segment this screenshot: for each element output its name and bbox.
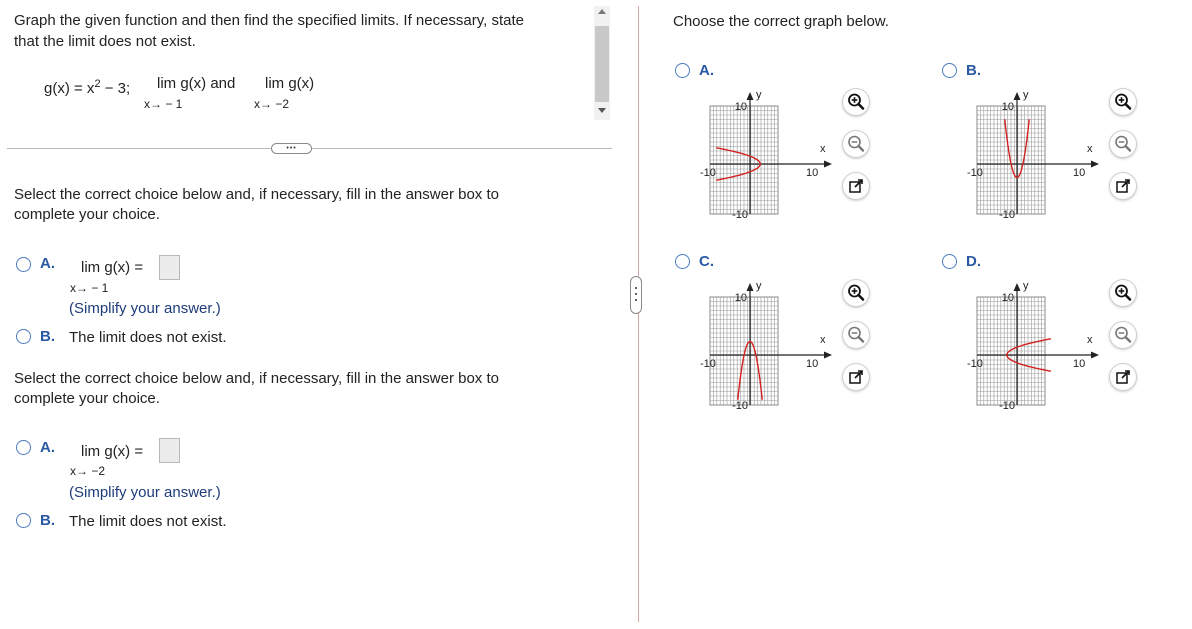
graph-a-y-max-tick: 10	[734, 101, 747, 113]
part1-choice-b-text: The limit does not exist.	[69, 329, 227, 346]
limit-2-subscript: x→ −2	[254, 97, 290, 111]
part2-choice-b-letter: B.	[40, 512, 55, 529]
graph-a-zoom-out-button[interactable]	[843, 131, 869, 157]
graph-a-x-min-tick: -10	[700, 167, 716, 179]
graph-choice-a-radio[interactable]	[675, 63, 690, 78]
zoom-in-icon	[1110, 89, 1136, 115]
graph-a-x-label: x	[820, 143, 826, 155]
part1-simplify-hint: (Simplify your answer.)	[69, 300, 221, 317]
limit-1-subscript: x→ − 1	[144, 97, 183, 111]
graph-c-x-max-tick: 10	[806, 358, 819, 370]
graph-choice-d-letter: D.	[966, 253, 981, 270]
question-scrollbar[interactable]	[594, 6, 610, 120]
open-external-icon	[1110, 364, 1136, 390]
zoom-out-icon	[1110, 322, 1136, 348]
graph-c-open-external-button[interactable]	[843, 364, 869, 390]
graph-choice-d-radio[interactable]	[942, 254, 957, 269]
scroll-up-icon[interactable]	[598, 9, 606, 14]
graph-choice-c-letter: C.	[699, 253, 714, 270]
func-suffix: − 3;	[100, 80, 131, 97]
part2-choice-a-subscript: x→ −2	[70, 464, 106, 478]
scroll-thumb[interactable]	[595, 26, 609, 102]
part2-choice-a-letter: A.	[40, 439, 55, 456]
graph-b-x-max-tick: 10	[1073, 167, 1086, 179]
graph-c-zoom-in-button[interactable]	[843, 280, 869, 306]
graph-a-x-max-tick: 10	[806, 167, 819, 179]
graph-a[interactable]	[698, 86, 838, 220]
limit-1-label: lim g(x) and	[157, 75, 236, 92]
pane-resize-handle[interactable]	[630, 276, 642, 314]
part2-choice-a-radio[interactable]	[16, 440, 31, 455]
graph-c[interactable]	[698, 277, 838, 411]
graph-d-zoom-out-button[interactable]	[1110, 322, 1136, 348]
scroll-down-icon[interactable]	[598, 108, 606, 113]
zoom-in-icon	[843, 280, 869, 306]
part2-simplify-hint: (Simplify your answer.)	[69, 484, 221, 501]
graph-c-y-max-tick: 10	[734, 292, 747, 304]
part1-choice-a-letter: A.	[40, 255, 55, 272]
part2-choice-b-radio[interactable]	[16, 513, 31, 528]
graph-d-x-max-tick: 10	[1073, 358, 1086, 370]
zoom-out-icon	[843, 322, 869, 348]
function-definition	[44, 74, 130, 99]
graph-choice-b-letter: B.	[966, 62, 981, 79]
open-external-icon	[843, 173, 869, 199]
graph-d-zoom-in-button[interactable]	[1110, 280, 1136, 306]
open-external-icon	[1110, 173, 1136, 199]
graph-c-y-label: y	[756, 280, 762, 292]
instruction-line-1: Graph the given function and then find the specified limits. If necessary, state	[14, 12, 525, 29]
graph-d-x-label: x	[1087, 334, 1093, 346]
graph-b[interactable]	[965, 86, 1105, 220]
graph-d-y-min-tick: -10	[999, 400, 1015, 411]
graph-b-y-max-tick: 10	[1001, 101, 1014, 113]
part1-choice-a-subscript: x→ − 1	[70, 281, 109, 295]
part2-choice-a-limit: lim g(x) =	[81, 443, 144, 460]
instruction-line-2: that the limit does not exist.	[14, 33, 196, 50]
graph-c-y-min-tick: -10	[732, 400, 748, 411]
graph-choice-c-radio[interactable]	[675, 254, 690, 269]
graph-c-x-min-tick: -10	[700, 358, 716, 370]
zoom-in-icon	[1110, 280, 1136, 306]
graph-a-open-external-button[interactable]	[843, 173, 869, 199]
part1-prompt-line-2: complete your choice.	[14, 206, 160, 223]
graph-b-y-min-tick: -10	[999, 209, 1015, 220]
part1-choice-b-letter: B.	[40, 328, 55, 345]
part1-answer-box[interactable]	[159, 255, 180, 280]
graph-b-zoom-out-button[interactable]	[1110, 131, 1136, 157]
graph-b-open-external-button[interactable]	[1110, 173, 1136, 199]
zoom-in-icon	[843, 89, 869, 115]
part2-prompt-line-1: Select the correct choice below and, if necessary, fill in the answer box to	[14, 370, 499, 387]
graph-a-zoom-in-button[interactable]	[843, 89, 869, 115]
limit-2-label: lim g(x)	[265, 75, 315, 92]
part1-choice-b-radio[interactable]	[16, 329, 31, 344]
graph-c-zoom-out-button[interactable]	[843, 322, 869, 348]
part2-choice-b-text: The limit does not exist.	[69, 513, 227, 530]
func-prefix: g(x) = x	[44, 80, 95, 97]
pane-splitter	[638, 6, 639, 622]
graph-choice-a-letter: A.	[699, 62, 714, 79]
graph-d-y-label: y	[1023, 280, 1029, 292]
expand-button[interactable]: •••	[271, 143, 312, 154]
open-external-icon	[843, 364, 869, 390]
part1-prompt-line-1: Select the correct choice below and, if necessary, fill in the answer box to	[14, 186, 499, 203]
graph-question: Choose the correct graph below.	[673, 13, 889, 30]
part1-choice-a-limit: lim g(x) =	[81, 259, 144, 276]
graph-d-x-min-tick: -10	[967, 358, 983, 370]
graph-c-x-label: x	[820, 334, 826, 346]
graph-d-open-external-button[interactable]	[1110, 364, 1136, 390]
graph-a-y-label: y	[756, 89, 762, 101]
part2-answer-box[interactable]	[159, 438, 180, 463]
graph-b-zoom-in-button[interactable]	[1110, 89, 1136, 115]
graph-b-x-min-tick: -10	[967, 167, 983, 179]
part2-prompt-line-2: complete your choice.	[14, 390, 160, 407]
zoom-out-icon	[1110, 131, 1136, 157]
graph-d-y-max-tick: 10	[1001, 292, 1014, 304]
graph-b-y-label: y	[1023, 89, 1029, 101]
graph-a-y-min-tick: -10	[732, 209, 748, 220]
zoom-out-icon	[843, 131, 869, 157]
part1-choice-a-radio[interactable]	[16, 257, 31, 272]
graph-choice-b-radio[interactable]	[942, 63, 957, 78]
func-exponent: 2	[94, 78, 101, 90]
graph-b-x-label: x	[1087, 143, 1093, 155]
graph-d[interactable]	[965, 277, 1105, 411]
